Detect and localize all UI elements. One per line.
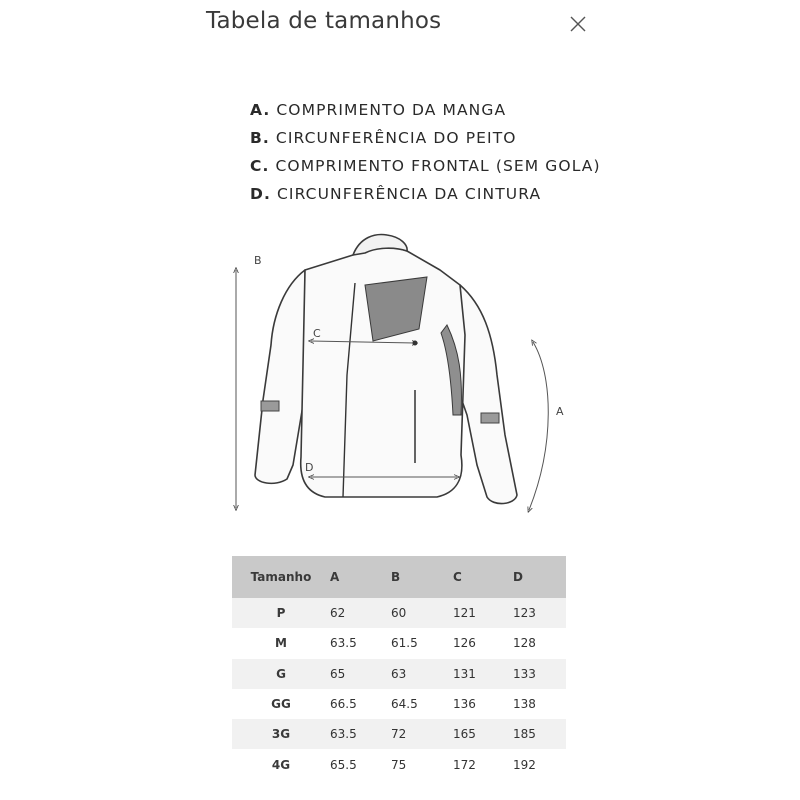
value-cell: 172	[453, 749, 513, 779]
size-cell: 3G	[232, 719, 330, 749]
legend-item-c	[250, 152, 601, 180]
table-row	[232, 628, 566, 658]
measure-a-arrow	[529, 342, 548, 510]
value-cell: 75	[391, 749, 453, 779]
value-cell: 138	[513, 689, 566, 719]
table-row	[232, 659, 566, 689]
legend-text: COMPRIMENTO DA MANGA	[276, 101, 507, 119]
col-header-tamanho: Tamanho	[232, 556, 330, 598]
value-cell: 65	[330, 659, 391, 689]
legend-item-a	[250, 96, 601, 124]
legend-key: D.	[250, 185, 271, 203]
legend-item-b	[250, 124, 601, 152]
col-header-d: D	[513, 556, 566, 598]
legend-item-d	[250, 180, 601, 208]
size-cell: P	[232, 598, 330, 628]
value-cell: 126	[453, 628, 513, 658]
left-cuff-strap	[261, 401, 279, 411]
size-cell: 4G	[232, 749, 330, 779]
value-cell: 128	[513, 628, 566, 658]
label-d: D	[305, 461, 314, 474]
value-cell: 63	[391, 659, 453, 689]
value-cell: 133	[513, 659, 566, 689]
value-cell: 131	[453, 659, 513, 689]
jacket-diagram	[215, 225, 585, 525]
value-cell: 121	[453, 598, 513, 628]
label-b: B	[254, 254, 262, 267]
table-row	[232, 689, 566, 719]
jacket-outline	[255, 235, 517, 504]
value-cell: 62	[330, 598, 391, 628]
close-icon	[566, 12, 590, 36]
value-cell: 136	[453, 689, 513, 719]
value-cell: 61.5	[391, 628, 453, 658]
legend-key: B.	[250, 129, 270, 147]
value-cell: 72	[391, 719, 453, 749]
legend-key: A.	[250, 101, 271, 119]
col-header-a: A	[330, 556, 391, 598]
modal-title: Tabela de tamanhos	[206, 8, 442, 34]
label-a: A	[556, 405, 564, 418]
value-cell: 66.5	[330, 689, 391, 719]
size-cell: G	[232, 659, 330, 689]
legend-text: CIRCUNFERÊNCIA DO PEITO	[275, 129, 517, 147]
size-cell: GG	[232, 689, 330, 719]
value-cell: 60	[391, 598, 453, 628]
value-cell: 123	[513, 598, 566, 628]
table-header-row	[232, 556, 566, 598]
table-row	[232, 719, 566, 749]
col-header-c: C	[453, 556, 513, 598]
col-header-b: B	[391, 556, 453, 598]
right-cuff-strap	[481, 413, 499, 423]
size-cell: M	[232, 628, 330, 658]
size-table	[232, 556, 566, 780]
value-cell: 65.5	[330, 749, 391, 779]
table-row	[232, 598, 566, 628]
value-cell: 165	[453, 719, 513, 749]
label-c: C	[313, 327, 321, 340]
value-cell: 64.5	[391, 689, 453, 719]
legend-text: COMPRIMENTO FRONTAL (SEM GOLA)	[275, 157, 601, 175]
legend-key: C.	[250, 157, 270, 175]
value-cell: 185	[513, 719, 566, 749]
table-row	[232, 749, 566, 779]
legend-text: CIRCUNFERÊNCIA DA CINTURA	[276, 185, 542, 203]
close-button[interactable]	[566, 12, 590, 36]
measurement-legend	[250, 96, 601, 208]
value-cell: 63.5	[330, 719, 391, 749]
value-cell: 63.5	[330, 628, 391, 658]
value-cell: 192	[513, 749, 566, 779]
